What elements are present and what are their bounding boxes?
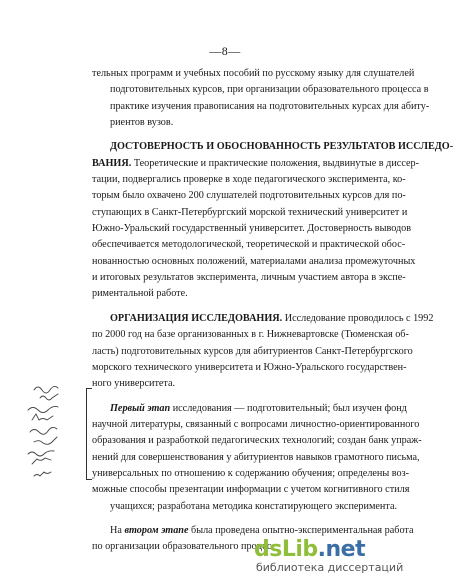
logo-main-text: dsLib xyxy=(254,537,318,562)
text-line: образования и разработкой педагогических технологий; создан банк упраж- xyxy=(92,435,422,447)
text-line: риентов вузов. xyxy=(110,117,174,129)
logo-tld-text: .net xyxy=(317,537,366,562)
text-line: ласть) подготовительных курсов для абитуриентов Санкт-Петербургского xyxy=(92,345,413,357)
text-fragment: была проведена опытно-экспериментальная работа xyxy=(188,524,414,536)
text-line: ступающих в Санкт-Петербургский морской технический университет и xyxy=(92,206,408,218)
term-first-stage: Первый этап xyxy=(110,402,171,414)
text-line: по 2000 год на базе организованных в г. Нижневартовске (Тюменская об- xyxy=(92,329,409,341)
handwritten-margin-note xyxy=(20,380,76,490)
text-line: тельных программ и учебных пособий по русскому языку для слушателей xyxy=(92,68,415,79)
text-fragment: Исследование проводилось с 1992 xyxy=(282,312,434,324)
text-line xyxy=(92,311,434,327)
text-line: ного университета. xyxy=(92,378,176,390)
text-line: учащихся; разработана методика констатирующего эксперимента. xyxy=(110,500,398,512)
term-second-stage: втором этапе xyxy=(124,524,189,536)
watermark-caption: библиотека диссертаций xyxy=(256,561,404,574)
document-body xyxy=(92,66,453,556)
section-heading-reliability: ДОСТОВЕРНОСТЬ И ОБОСНОВАННОСТЬ РЕЗУЛЬТАТОВ ИССЛЕДО- xyxy=(110,141,453,153)
text-line: нений для совершенствования у абитуриентов навыков грамотного письма, xyxy=(92,451,420,463)
text-line: и итоговых результатов эксперимента, личным участием автора в экспе- xyxy=(92,272,406,284)
paragraph-1 xyxy=(92,66,430,131)
text-line xyxy=(92,156,419,172)
dslib-watermark xyxy=(254,535,444,575)
text-line: подготовительных курсов, при организации образовательного процесса в xyxy=(110,84,429,96)
handwriting-scribble-icon xyxy=(20,380,76,490)
text-fragment: Теоретические и практические положения, выдвинутые в диссер- xyxy=(131,157,419,169)
text-line: Южно-Уральский государственный университет. Достоверность выводов xyxy=(92,223,412,235)
text-line: обеспечивается методологической, теоретической и практической обос- xyxy=(92,239,406,251)
paragraph-organization xyxy=(92,311,434,393)
dslib-logo xyxy=(254,537,365,562)
section-heading-organization: ОРГАНИЗАЦИЯ ИССЛЕДОВАНИЯ. xyxy=(110,312,283,324)
paragraph-reliability xyxy=(92,139,453,302)
page-number: —8— xyxy=(209,44,241,58)
text-line: риментальной работе. xyxy=(92,288,188,300)
text-line: торым было охвачено 200 слушателей подготовительных курсов для по- xyxy=(92,190,406,202)
text-line xyxy=(92,401,410,417)
text-line: практике изучения правописания на подготовительных курсах для абиту- xyxy=(110,100,430,112)
text-fragment: На xyxy=(110,524,125,536)
paragraph-first-stage xyxy=(92,401,422,515)
text-line: универсальных по отношению к содержанию обучения; определены воз- xyxy=(92,467,410,479)
margin-bracket xyxy=(86,388,92,480)
text-line: можные способы презентации информации с учетом когнитивного стиля xyxy=(92,484,410,496)
text-line: морского технического университета и Южно-Уральского государствен- xyxy=(92,361,407,373)
text-fragment: исследования — подготовительный; был изучен фонд xyxy=(170,402,407,414)
text-line: научной литературы, связанный с вопросами личностно-ориентированного xyxy=(92,418,420,430)
text-line: по организации образовательного процес xyxy=(92,541,272,553)
text-line: тации, подвергались проверке в ходе педагогического эксперимента, ко- xyxy=(92,174,406,186)
text-line: нованностью основных положений, материалами анализа промежуточных xyxy=(92,255,416,267)
heading-tail: ВАНИЯ. xyxy=(92,157,132,169)
